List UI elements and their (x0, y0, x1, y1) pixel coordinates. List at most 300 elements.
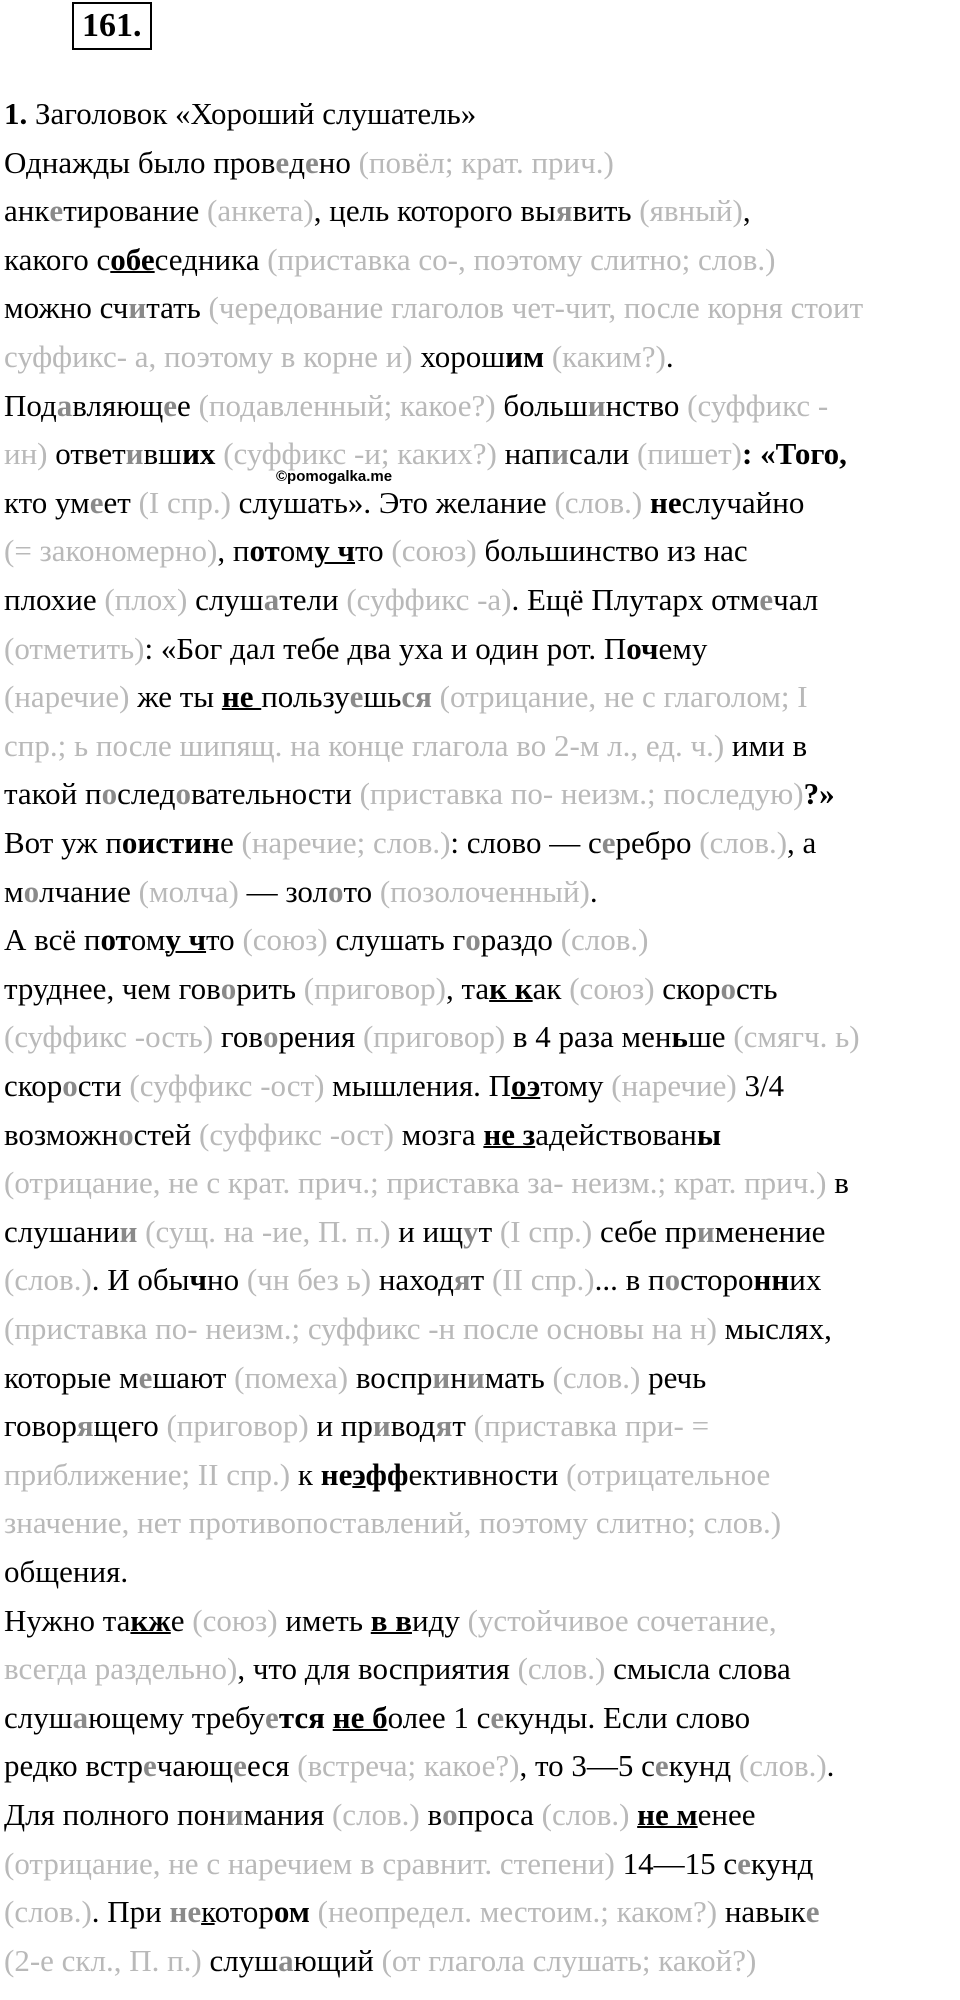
highlighted-letter: обе (110, 241, 155, 277)
text-segment: анк (4, 193, 50, 229)
text-segment: вляющ (72, 387, 164, 423)
text-segment: в (419, 1797, 443, 1832)
grammar-note: (сущ. на -ие, П. п.) (145, 1213, 391, 1249)
grammar-note: (подавленный; какое?) (198, 387, 496, 423)
text-line (4, 430, 952, 478)
grammar-note: ин) (4, 436, 48, 472)
highlighted-letter: и (372, 1408, 391, 1444)
text-segment: , цель которого вы (313, 193, 556, 229)
text-segment: тать (146, 290, 209, 326)
highlighted-letter: о (664, 1262, 681, 1298)
highlighted-letter: е (805, 1894, 820, 1930)
text-segment: рения (278, 1019, 363, 1055)
highlighted-letter: е (49, 193, 64, 229)
text-segment: лчание (39, 873, 139, 909)
highlighted-letter: ы (696, 1116, 722, 1152)
highlighted-letter: и (696, 1213, 715, 1249)
highlighted-letter: оч (626, 630, 659, 666)
text-line (4, 576, 952, 624)
grammar-note: (союз) (391, 533, 477, 569)
highlighted-letter: у ч (165, 922, 207, 958)
highlighted-letter: о (263, 1019, 279, 1055)
grammar-note: (слов.) (331, 1797, 420, 1832)
highlighted-letter: ом (273, 1894, 310, 1930)
text-segment: т (452, 1408, 474, 1444)
highlighted-letter: нн (753, 1262, 790, 1298)
grammar-note: (отрицание, не с глаголом; I (439, 679, 808, 715)
text-line (4, 1111, 952, 1159)
text-segment: иметь (277, 1602, 371, 1638)
highlighted-letter: и (466, 1359, 485, 1395)
highlighted-letter: я (453, 1262, 471, 1298)
text-segment: менение (714, 1213, 826, 1249)
highlighted-letter: о (465, 922, 481, 958)
highlighted-letter: е (759, 582, 774, 617)
text-line (4, 868, 952, 916)
highlighted-letter: и (225, 1797, 244, 1832)
grammar-note: (явный) (639, 193, 743, 229)
text-line (4, 965, 952, 1013)
grammar-note: (слов.) (699, 825, 788, 860)
grammar-note: (отрицательное (566, 1456, 771, 1492)
text-segment: мозга (394, 1116, 484, 1152)
highlighted-letter: и (119, 1213, 138, 1249)
text-segment (629, 1797, 637, 1832)
text-line (4, 722, 952, 770)
text-segment: енее (697, 1797, 756, 1832)
highlighted-letter: о (101, 776, 118, 812)
text-segment: то (206, 922, 243, 958)
highlighted-letter: е (143, 1748, 157, 1784)
grammar-note: (приговор) (362, 1019, 506, 1055)
text-segment: . Ещё Плутарх отм (511, 582, 760, 617)
grammar-note: (II спр.) (491, 1262, 595, 1298)
grammar-note: (повёл; крат. прич.) (358, 144, 614, 180)
text-line (4, 1597, 952, 1645)
highlighted-letter: ч (189, 1262, 207, 1298)
text-segment: А всё п (4, 922, 101, 958)
text-line (4, 1937, 952, 1985)
text-line (4, 770, 952, 818)
text-segment: , (742, 193, 751, 229)
text-segment: кто ум (4, 484, 90, 520)
grammar-note: (слов.) (552, 1359, 641, 1395)
grammar-note: (наречие) (611, 1068, 737, 1103)
text-segment: вод (390, 1408, 436, 1444)
highlighted-letter: от (100, 922, 131, 958)
text-segment: воспр (348, 1359, 433, 1395)
text-segment: : «Бог дал тебе два уха и один рот. П (144, 630, 627, 666)
text-line (4, 1888, 952, 1936)
highlighted-letter: в в (370, 1602, 412, 1638)
grammar-note: (позолоченный) (379, 873, 590, 909)
highlighted-letter: я (435, 1408, 453, 1444)
text-segment: говор (4, 1408, 77, 1444)
grammar-note: (суффикс - (687, 387, 829, 423)
text-segment: пользу (261, 679, 350, 715)
text-segment: Для полного пон (4, 1797, 226, 1832)
highlighted-letter: э (352, 1456, 366, 1492)
grammar-note: (встреча; какое?) (297, 1748, 520, 1784)
text-segment: ему (658, 630, 708, 666)
highlighted-letter: е (89, 484, 104, 520)
highlighted-letter: я (555, 193, 573, 229)
grammar-note: (I спр.) (138, 484, 231, 520)
text-line (4, 1451, 952, 1499)
text-segment: 3/4 (736, 1068, 785, 1103)
highlighted-letter: е (233, 1748, 247, 1784)
highlighted-letter: е (138, 1359, 153, 1395)
grammar-note: (слов.) (554, 484, 643, 520)
grammar-note: (молча) (138, 873, 239, 909)
text-segment: скор (4, 1068, 63, 1103)
grammar-note: суффикс- а, поэтому в корне и) (4, 339, 413, 374)
text-segment: слуш (201, 1942, 279, 1978)
text-segment: редко встр (4, 1748, 144, 1784)
text-segment: чающ (156, 1748, 234, 1784)
text-line (4, 479, 952, 527)
text-segment: их (789, 1262, 822, 1298)
text-segment: вш (143, 436, 183, 472)
text-segment: наход (371, 1262, 454, 1298)
text-line (4, 90, 952, 138)
text-line (4, 1208, 952, 1256)
grammar-note: (суффикс -а) (346, 582, 512, 617)
text-segment: тирование (63, 193, 208, 229)
text-segment: иду (411, 1602, 468, 1638)
grammar-note: значение, нет противопоставлений, поэтому слитно; слов.) (4, 1505, 782, 1541)
highlighted-letter: у ч (314, 533, 356, 569)
text-segment: , п (217, 533, 250, 569)
text-segment: н (450, 1359, 467, 1395)
text-segment: кунд (750, 1845, 814, 1881)
highlighted-letter: от (249, 533, 280, 569)
text-line (4, 819, 952, 867)
grammar-note: (слов.) (4, 1894, 92, 1930)
text-segment: в (826, 1165, 849, 1201)
text-segment (310, 1894, 318, 1929)
highlighted-letter: 1. (4, 96, 28, 131)
grammar-note: (2-е скл., П. п.) (4, 1942, 202, 1978)
text-segment: е (220, 825, 242, 860)
text-segment (544, 339, 552, 374)
text-segment: т (470, 1262, 492, 1298)
highlighted-letter: а (278, 1942, 294, 1978)
text-segment: ими в (724, 727, 808, 763)
text-segment: вательности (190, 776, 360, 812)
text-segment: сторо (680, 1262, 754, 1298)
text-line (4, 527, 952, 575)
text-line (4, 1159, 952, 1207)
text-segment: нство (605, 387, 688, 423)
text-segment: Однажды было пров (4, 144, 276, 180)
text-segment: навык (717, 1894, 806, 1930)
grammar-note: (пишет) (636, 436, 742, 472)
text-segment: и ищ (390, 1213, 464, 1249)
text-segment: . И обы (91, 1262, 190, 1298)
text-segment: Заголовок «Хороший слушатель» (27, 96, 477, 131)
text-segment: д (289, 144, 305, 180)
text-segment: возможн (4, 1116, 119, 1152)
highlighted-letter: ?» (803, 776, 835, 812)
highlighted-letter: я (76, 1408, 94, 1444)
grammar-note: всегда раздельно) (4, 1651, 238, 1687)
task-number: 161. (72, 2, 152, 50)
text-segment: мыслях, (716, 1311, 832, 1346)
text-segment: : слово — с (450, 825, 602, 860)
text-segment: Под (4, 387, 57, 423)
highlighted-letter: и (432, 1359, 451, 1395)
text-segment: чал (773, 582, 819, 617)
text-segment: нап (496, 436, 552, 472)
text-segment: кунды. Если слово (504, 1699, 751, 1735)
text-line (4, 916, 952, 964)
highlighted-letter: е (265, 1699, 279, 1735)
text-segment: большинство из нас (476, 533, 748, 569)
text-segment: ответ (47, 436, 126, 472)
text-segment: гов (213, 1019, 263, 1055)
text-segment: сть (736, 970, 778, 1006)
text-segment: щего (93, 1408, 167, 1444)
text-segment (642, 485, 650, 520)
text-segment: отор (214, 1894, 274, 1930)
highlighted-letter: о (175, 776, 191, 812)
text-segment: м (4, 873, 24, 909)
grammar-note: (плох) (104, 582, 188, 617)
grammar-note: (помеха) (234, 1359, 349, 1395)
grammar-note: (наречие) (4, 679, 130, 715)
grammar-note: (приговор) (166, 1408, 309, 1444)
text-segment: вить (572, 193, 640, 229)
text-segment: такой п (4, 776, 102, 812)
highlighted-letter: не м (637, 1797, 698, 1832)
grammar-note: (смягч. ь) (733, 1019, 860, 1055)
highlighted-letter: а (72, 1699, 89, 1735)
text-segment: больш (495, 387, 588, 423)
text-line (4, 625, 952, 673)
grammar-note: спр.; ь после шипящ. на конце глагола во 2-м л., ед. ч.) (4, 727, 725, 763)
highlighted-letter: о (220, 970, 237, 1006)
grammar-note: (слов.) (560, 922, 649, 958)
highlighted-letter: е (304, 144, 319, 180)
text-segment: сали (569, 436, 637, 472)
text-segment: олее 1 с (387, 1699, 491, 1735)
text-segment: труднее, чем гов (4, 970, 221, 1006)
text-segment: но (207, 1262, 247, 1298)
text-segment: слуш (4, 1699, 73, 1735)
highlighted-letter: и (128, 290, 147, 326)
grammar-note: (суффикс -ост) (129, 1068, 325, 1103)
highlighted-letter: оэ (511, 1068, 541, 1103)
text-segment: . (826, 1748, 835, 1784)
highlighted-letter: : «Того, (742, 436, 847, 472)
grammar-note: (отметить) (4, 630, 145, 666)
grammar-note: (союз) (242, 922, 328, 958)
text-line (4, 236, 952, 284)
text-segment: . При (91, 1894, 170, 1930)
highlighted-letter: о (720, 970, 737, 1006)
text-segment: общения. (4, 1554, 129, 1589)
text-line (4, 1062, 952, 1110)
text-segment: плохие (4, 582, 105, 617)
text-line (4, 139, 952, 187)
text-segment: сти (77, 1068, 130, 1103)
text-segment: мышления. П (324, 1068, 512, 1103)
grammar-note: (наречие; слов.) (241, 825, 451, 860)
text-segment: , а (787, 825, 817, 860)
text-segment: мать (484, 1359, 553, 1395)
text-segment: т (478, 1213, 500, 1249)
text-segment: но (318, 144, 359, 180)
highlighted-letter: и (587, 387, 606, 423)
grammar-note: (суффикс -ость) (4, 1019, 214, 1055)
grammar-note: (суффикс -и; каких?) (223, 436, 497, 472)
text-segment: Нужно та (4, 1602, 131, 1638)
text-line (4, 1013, 952, 1061)
text-segment: ом (279, 533, 315, 569)
grammar-note: (отрицание, не с наречием в сравнит. степени) (4, 1845, 615, 1881)
text-line (4, 1548, 952, 1596)
grammar-note: (союз) (569, 970, 655, 1006)
text-segment: тому (540, 1068, 612, 1103)
text-segment: ющий (293, 1942, 382, 1978)
grammar-note: (приговор) (303, 970, 446, 1006)
text-segment: себе пр (592, 1213, 697, 1249)
grammar-note: (чн без ь) (246, 1262, 372, 1298)
text-segment: можно сч (4, 290, 129, 326)
highlighted-letter: тся (278, 1699, 333, 1735)
highlighted-letter: не з (483, 1116, 536, 1152)
text-segment: шают (152, 1359, 235, 1395)
watermark: ©pomogalka.me (276, 468, 393, 485)
grammar-note: (приставка со-, поэтому слитно; слов.) (267, 241, 776, 277)
text-segment: проса (457, 1797, 542, 1832)
text-line (4, 1694, 952, 1742)
grammar-note: (от глагола слушать; какой?) (381, 1942, 757, 1978)
grammar-note: (союз) (192, 1602, 278, 1638)
text-segment: которые м (4, 1359, 139, 1395)
text-segment: , то 3—5 с (519, 1748, 655, 1784)
grammar-note: (приставка по- неизм.; суффикс -н после основы на н) (4, 1311, 717, 1346)
highlighted-letter: е (601, 825, 616, 860)
text-line (4, 1645, 952, 1693)
highlighted-letter: оистин (121, 825, 220, 860)
highlighted-letter: и (125, 436, 144, 472)
highlighted-letter: а (56, 387, 73, 423)
text-segment: слуш (187, 582, 264, 617)
text-segment: скор (654, 970, 721, 1006)
grammar-note: (каким?) (551, 339, 666, 374)
grammar-note: (слов.) (517, 1651, 606, 1687)
text-segment: к (290, 1456, 321, 1492)
text-segment: стей (133, 1116, 199, 1152)
text-line (4, 1256, 952, 1304)
text-segment: еся (246, 1748, 298, 1784)
highlighted-letter: не (221, 679, 262, 715)
text-segment: ак (532, 970, 570, 1006)
grammar-note: (приставка при- = (473, 1408, 710, 1444)
highlighted-letter: о (118, 1116, 134, 1152)
highlighted-letter: их (182, 436, 216, 472)
text-segment (137, 1214, 145, 1249)
text-segment: . (589, 873, 598, 909)
text-segment: какого с (4, 241, 111, 277)
text-line (4, 187, 952, 235)
text-segment: и пр (308, 1408, 373, 1444)
grammar-note: (неопредел. местоим.; каком?) (317, 1894, 718, 1930)
text-line (4, 1354, 952, 1402)
highlighted-letter: е (490, 1699, 505, 1735)
grammar-note: (устойчивое сочетание, (467, 1602, 777, 1638)
text-line (4, 1305, 952, 1353)
text-segment: в 4 раза мен (505, 1019, 672, 1055)
grammar-note: (суффикс -ост) (199, 1116, 395, 1152)
highlighted-letter: о (442, 1797, 458, 1832)
highlighted-letter: о (327, 873, 344, 909)
text-segment: ющему требу (88, 1699, 266, 1735)
highlighted-letter: не (169, 1894, 202, 1930)
text-segment: седника (154, 241, 268, 277)
text-segment: слушать г (327, 922, 466, 958)
text-segment: е (170, 1602, 193, 1638)
highlighted-letter: е (349, 679, 364, 715)
highlighted-letter: к (201, 1894, 215, 1930)
text-segment: ективности (408, 1456, 567, 1492)
highlighted-letter: е (737, 1845, 751, 1881)
text-segment: слушани (4, 1213, 120, 1249)
grammar-note: (анкета) (207, 193, 314, 229)
text-segment: — зол (238, 873, 328, 909)
highlighted-letter: и (551, 436, 569, 472)
highlighted-letter: не (649, 484, 682, 520)
text-segment: тели (279, 582, 347, 617)
text-segment: рить (236, 970, 304, 1006)
text-segment: Вот уж п (4, 825, 122, 860)
highlighted-letter: у (463, 1213, 479, 1249)
text-segment: ребро (615, 825, 700, 860)
text-segment: речь (640, 1359, 707, 1395)
text-segment: хорош (412, 339, 506, 374)
text-segment: 14—15 с (614, 1845, 738, 1881)
grammar-note: (отрицание, не с крат. прич.; приставка за- неизм.; крат. прич.) (4, 1165, 827, 1201)
highlighted-letter: о (62, 1068, 78, 1103)
text-line (4, 673, 952, 721)
highlighted-letter: е (275, 144, 290, 180)
highlighted-letter: фф (365, 1456, 409, 1492)
text-segment: , что для восприятия (237, 1651, 518, 1687)
text-segment: слушать». Это желание (230, 484, 555, 520)
highlighted-letter: к к (489, 970, 533, 1006)
text-segment: случайно (681, 484, 805, 520)
text-segment: смысла слова (605, 1651, 791, 1687)
text-segment: мания (243, 1797, 332, 1832)
text-line (4, 1791, 952, 1839)
highlighted-letter: ся (401, 679, 432, 715)
text-segment: . (665, 339, 674, 374)
highlighted-letter: им (505, 339, 545, 374)
text-line (4, 382, 952, 430)
text-segment: то (355, 533, 392, 569)
grammar-note: приближение; II спр.) (4, 1456, 291, 1492)
highlighted-letter: ь (671, 1019, 688, 1055)
text-line (4, 1742, 952, 1790)
grammar-note: (слов.) (541, 1797, 630, 1832)
text-segment: ше (687, 1019, 734, 1055)
grammar-note: (слов.) (738, 1748, 827, 1784)
text-segment: то (343, 873, 380, 909)
text-segment: раздо (480, 922, 561, 958)
highlighted-letter: е (163, 387, 178, 423)
